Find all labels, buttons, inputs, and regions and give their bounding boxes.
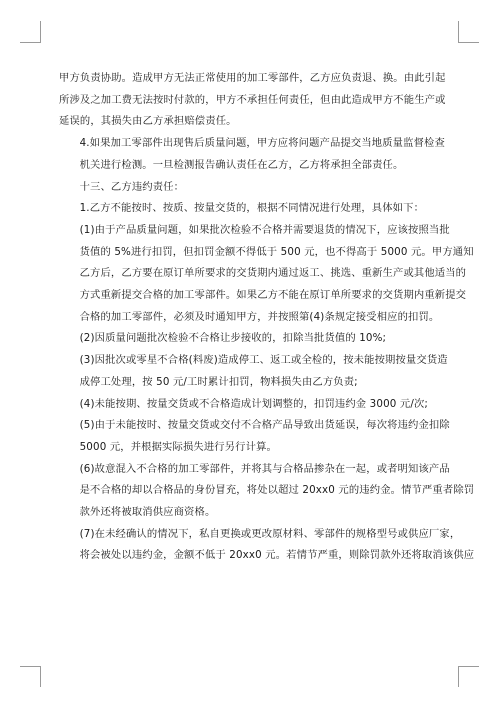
text-line: 机关进行检测。一旦检测报告确认责任在乙方，乙方将承担全部责任。 xyxy=(79,158,404,171)
paragraph-p4 xyxy=(59,198,444,220)
paragraph-p11 xyxy=(59,524,475,567)
paragraph-p7 xyxy=(59,350,448,393)
paragraph-p9 xyxy=(59,415,450,458)
crop-mark-top-right xyxy=(458,42,479,43)
text-line: 延误的，其损失由乙方承担赔偿责任。 xyxy=(59,115,237,128)
paragraph-p8 xyxy=(59,394,444,416)
paragraph-p5 xyxy=(59,220,474,329)
text-line: 乙方后，乙方要在原订单所要求的交货期内通过返工、挑选、重新生产或其他适当的 xyxy=(79,267,467,280)
text-line: 成停工处理，按 50 元/工时累计扣罚，物料损失由乙方负责; xyxy=(79,375,358,388)
text-line: (7)在未经确认的情况下，私自更换或更改原材料、零部件的规格型号或供应厂家， xyxy=(79,527,461,540)
text-line: (4)未能按期、按量交货或不合格造成计划调整的，扣罚违约金 3000 元/次; xyxy=(79,397,429,410)
text-line: (3)因批次或零星不合格(料废)造成停工、返工或全检的，按未能按期按量交货造 xyxy=(79,354,448,367)
text-line: (1)由于产品质量问题，如果批次检验不合格并需要退货的情况下，应该按照当批 xyxy=(79,223,450,236)
text-line: (5)由于未能按时、按量交货或交付不合格产品导致出货延误，每次将违约金扣除 xyxy=(79,419,450,432)
crop-mark-bottom-right xyxy=(458,666,479,667)
text-line: 所涉及之加工费无法按时付款的，甲方不承担任何责任，但由此造成甲方不能生产或 xyxy=(59,93,446,106)
text-line: (2)因质量问题批次检验不合格让步接收的，扣除当批货值的 10%; xyxy=(79,332,387,345)
crop-mark-top-right xyxy=(458,21,459,42)
crop-mark-bottom-left xyxy=(20,666,41,667)
paragraph-p2 xyxy=(59,133,444,176)
text-line: 4.如果加工零部件出现售后质量问题，甲方应将问题产品提交当地质量监督检查 xyxy=(79,137,445,150)
crop-mark-bottom-right xyxy=(458,666,459,687)
text-line: 甲方负责协助。造成甲方无法正常使用的加工零部件，乙方应负责退、换。由此引起 xyxy=(59,72,446,84)
paragraph-p1 xyxy=(59,68,444,133)
text-line: 十三、乙方违约责任： xyxy=(79,180,185,193)
text-line: 是不合格的却以合格品的身份冒充，将处以超过 20xx0 元的违约金。情节严重者除罚 xyxy=(79,484,475,497)
paragraph-p6 xyxy=(59,328,444,350)
crop-mark-top-left xyxy=(40,21,41,42)
text-line: 合格的加工零部件，必须及时通知甲方，并按照第(4)条规定接受相应的扣罚。 xyxy=(79,310,440,323)
paragraph-p10 xyxy=(59,459,475,524)
text-line: 将会被处以违约金，金额不低于 20xx0 元。若情节严重，则除罚款外还将取消该供应 xyxy=(79,549,475,562)
text-line: (6)故意混入不合格的加工零部件，并将其与合格品掺杂在一起，或者明知该产品 xyxy=(79,462,450,475)
document-body xyxy=(59,68,475,567)
paragraph-p3 xyxy=(59,177,444,199)
crop-mark-top-left xyxy=(20,42,41,43)
text-line: 方式重新提交合格的加工零部件。如果乙方不能在原订单所要求的交货期内重新提交 xyxy=(79,289,467,302)
text-line: 货值的 5%进行扣罚，但扣罚金额不得低于 500 元，也不得高于 5000 元。甲方通知 xyxy=(79,245,474,258)
text-line: 款外还将被取消供应商资格。 xyxy=(79,506,216,519)
text-line: 5000 元，并根据实际损失进行另行计算。 xyxy=(79,440,277,453)
text-line: 1.乙方不能按时、按质、按量交货的，根据不同情况进行处理，具体如下： xyxy=(79,202,425,215)
crop-mark-bottom-left xyxy=(40,666,41,687)
